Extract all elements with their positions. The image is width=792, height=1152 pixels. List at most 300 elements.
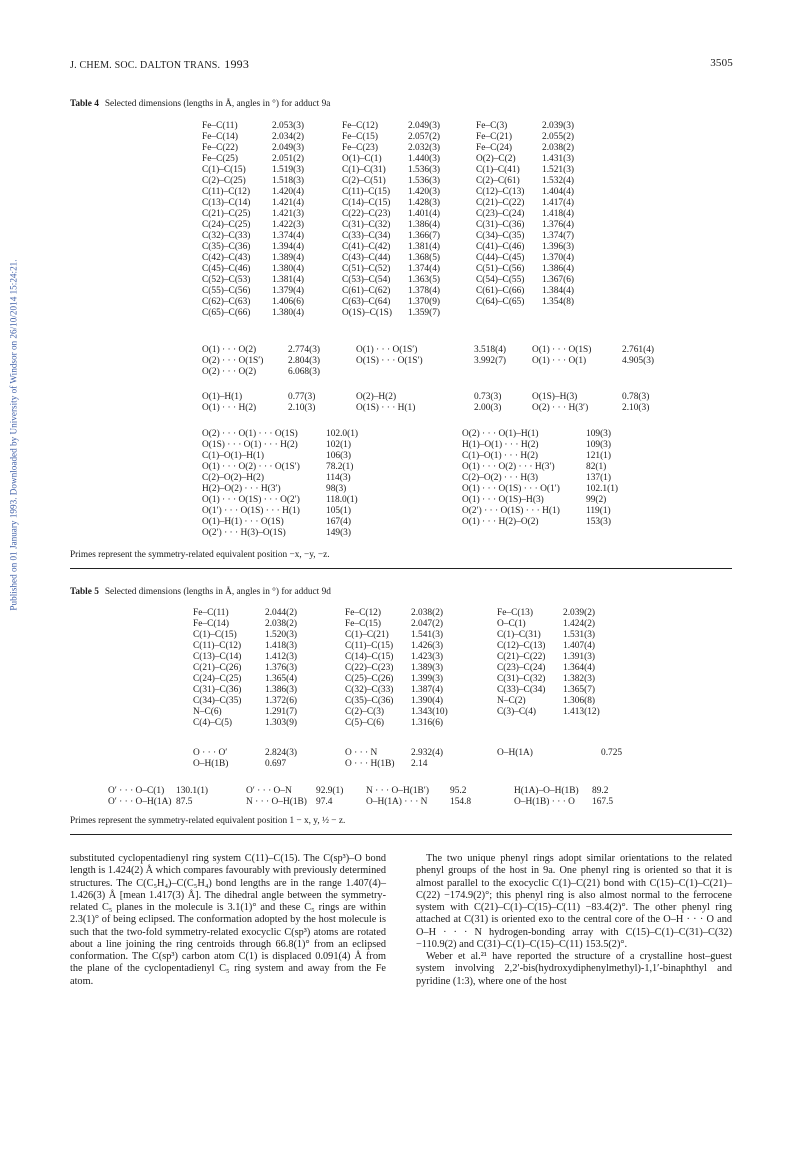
bond-label-cell: C(41)–C(46) [476, 242, 525, 252]
bond-value-cell: 1.418(3) [265, 641, 298, 651]
table-row [202, 154, 606, 165]
table-row [202, 308, 606, 319]
table4-bonds [202, 121, 606, 319]
bond-value-cell: 1.536(3) [408, 165, 441, 175]
bond-value-cell [622, 367, 680, 378]
bond-label-cell: C(33)–C(34) [497, 685, 546, 695]
bond-value-cell: 2.932(4) [411, 748, 444, 758]
bond-label-cell: C(2)–C(61) [476, 176, 520, 186]
journal-year: 1993 [224, 57, 250, 71]
bond-value-cell: 1.521(3) [542, 165, 575, 175]
bond-label-cell: C(2)–O(2) · · · H(3) [462, 473, 539, 483]
table-row [193, 619, 623, 630]
bond-value-cell: 1.372(6) [265, 696, 298, 706]
bond-label-cell: C(21)–C(25) [202, 209, 251, 219]
bond-label-cell: O(2)–C(2) [476, 154, 516, 164]
bond-label-cell: C(32)–C(33) [202, 231, 251, 241]
table-row [202, 209, 606, 220]
bond-label-cell: C(3)–C(4) [497, 707, 537, 717]
bond-label-cell: C(31)–C(32) [497, 674, 546, 684]
bond-value-cell: 1.386(4) [542, 264, 575, 274]
bond-value-cell: 1.399(3) [411, 674, 444, 684]
bond-label-cell: C(51)–C(56) [476, 264, 525, 274]
table-row [202, 132, 606, 143]
bond-label-cell: O(1) · · · O(1S) · · · O(2′) [202, 495, 300, 505]
bond-value-cell: 1.374(4) [408, 264, 441, 274]
bond-value-cell [542, 308, 606, 319]
running-header-journal [70, 57, 249, 72]
bond-label-cell: C(13)–C(14) [202, 198, 251, 208]
bond-label-cell: C(4)–C(5) [193, 718, 233, 728]
body-column-left [70, 853, 386, 988]
bond-value-cell: 87.5 [176, 797, 193, 807]
bond-label-cell: H(2)–O(2) · · · H(3′) [202, 484, 281, 494]
bond-value-cell: 118.0(1) [326, 495, 358, 505]
bond-value-cell: 1.386(3) [265, 685, 298, 695]
bond-label-cell: O(1)–C(1) [342, 154, 382, 164]
table-row [202, 187, 606, 198]
bond-value-cell: 2.038(2) [265, 619, 298, 629]
bond-value-cell: 1.394(4) [272, 242, 305, 252]
bond-label-cell: Fe–C(15) [342, 132, 378, 142]
bond-value-cell: 1.389(4) [272, 253, 305, 263]
table-row [193, 608, 623, 619]
bond-label-cell: O(1S) · · · H(1) [356, 403, 416, 413]
bond-label-cell: C(21)–C(26) [193, 663, 242, 673]
bond-value-cell: 1.368(5) [408, 253, 441, 263]
bond-value-cell: 1.440(3) [408, 154, 441, 164]
table4-caption-text: Selected dimensions (lengths in Å, angles in °) for adduct 9a [104, 99, 331, 109]
bond-value-cell: 6.068(3) [288, 367, 321, 377]
bond-label-cell: C(44)–C(45) [476, 253, 525, 263]
bond-label-cell: Fe–C(23) [342, 143, 378, 153]
bond-label-cell: C(1)–C(15) [202, 165, 246, 175]
bond-value-cell: 1.391(3) [563, 652, 596, 662]
bond-label-cell: C(35)–C(36) [202, 242, 251, 252]
bond-label-cell: O(1S) · · · O(1) · · · H(2) [202, 440, 298, 450]
bond-label-cell: C(1)–C(15) [193, 630, 237, 640]
table-row [202, 121, 606, 132]
bond-label-cell: N · · · O–H(1B) [246, 797, 307, 807]
table-row [193, 663, 623, 674]
bond-value-cell: 102.1(1) [586, 484, 619, 494]
bond-value-cell: 1.407(4) [563, 641, 596, 651]
bond-value-cell: 1.541(3) [411, 630, 444, 640]
bond-value-cell: 1.359(7) [408, 308, 441, 318]
bond-label-cell: H(1A)–O–H(1B) [514, 786, 579, 796]
table5-block-bonds [193, 608, 623, 729]
bond-value-cell: 106(3) [326, 451, 351, 461]
bond-label-cell: C(31)–C(36) [193, 685, 242, 695]
bond-value-cell: 2.761(4) [622, 345, 655, 355]
bond-value-cell: 2.053(3) [272, 121, 305, 131]
bond-label-cell: C(22)–C(23) [342, 209, 391, 219]
bond-label-cell: Fe–C(21) [476, 132, 512, 142]
bond-value-cell: 0.77(3) [288, 392, 316, 402]
bond-value-cell: 1.428(3) [408, 198, 441, 208]
table-row [202, 198, 606, 209]
bond-label-cell: C(2)–C(3) [345, 707, 385, 717]
table4-footnote: Primes represent the symmetry-related equivalent position −x, −y, −z. [70, 550, 330, 560]
bond-label-cell: O(2) · · · O(1) · · · O(1S) [202, 429, 298, 439]
bond-label-cell: C(53)–C(54) [342, 275, 391, 285]
bond-label-cell: C(33)–C(34) [342, 231, 391, 241]
table5-footnote: Primes represent the symmetry-related equivalent position 1 − x, y, ½ − z. [70, 816, 346, 826]
table-row [202, 231, 606, 242]
bond-label-cell: C(14)–C(15) [342, 198, 391, 208]
bond-value-cell: 1.421(4) [272, 198, 305, 208]
bond-label-cell: C(34)–C(35) [193, 696, 242, 706]
bond-label-cell: C(1)–C(31) [342, 165, 386, 175]
bond-label-cell [532, 367, 622, 378]
bond-value-cell: 1.413(12) [563, 707, 600, 717]
bond-value-cell: 1.365(4) [265, 674, 298, 684]
bond-label-cell: O(1S)–C(1S) [342, 308, 393, 318]
bond-value-cell: 102(1) [326, 440, 351, 450]
bond-value-cell: 1.381(4) [272, 275, 305, 285]
bond-value-cell: 102.0(1) [326, 429, 359, 439]
bond-value-cell: 2.034(2) [272, 132, 305, 142]
table-row [202, 286, 606, 297]
bond-value-cell: 2.038(2) [411, 608, 444, 618]
bond-label-cell: C(11)–C(15) [345, 641, 394, 651]
bond-label-cell: C(1)–O(1) · · · H(2) [462, 451, 539, 461]
bond-label-cell: C(54)–C(55) [476, 275, 525, 285]
table-row [202, 253, 606, 264]
table-row [202, 345, 680, 356]
table-row [202, 367, 680, 378]
bond-value-cell: 1.381(4) [408, 242, 441, 252]
bond-value-cell: 1.379(4) [272, 286, 305, 296]
bond-value-cell: 99(2) [586, 495, 607, 505]
bond-value-cell: 89.2 [592, 786, 609, 796]
bond-value-cell: 121(1) [586, 451, 611, 461]
download-notice [2, 185, 26, 685]
table-row [202, 506, 646, 517]
bond-label-cell: C(11)–C(15) [342, 187, 391, 197]
table5-label: Table 5 [70, 587, 99, 597]
bond-value-cell: 0.697 [265, 759, 287, 769]
table-row [202, 462, 646, 473]
bond-value-cell: 1.291(7) [265, 707, 298, 717]
bond-value-cell: 78.2(1) [326, 462, 354, 472]
table-row [193, 652, 623, 663]
bond-value-cell: 1.389(3) [411, 663, 444, 673]
table-row [202, 517, 646, 528]
bond-value-cell [474, 367, 532, 378]
table-row [193, 718, 623, 729]
bond-value-cell: 1.386(4) [408, 220, 441, 230]
bond-label-cell: C(12)–C(13) [497, 641, 546, 651]
bond-label-cell: C(5)–C(6) [345, 718, 385, 728]
bond-value-cell: 167.5 [592, 797, 614, 807]
bond-value-cell: 1.316(6) [411, 718, 444, 728]
bond-label-cell: C(41)–C(42) [342, 242, 391, 252]
bond-label-cell: C(34)–C(35) [476, 231, 525, 241]
bond-label-cell: O–H(1B) [193, 759, 229, 769]
bond-label-cell: O(1) · · · O(1S)–H(3) [462, 495, 544, 505]
bond-label-cell: C(2)–C(51) [342, 176, 386, 186]
bond-value-cell: 3.992(7) [474, 356, 507, 366]
bond-label-cell [497, 759, 601, 770]
bond-value-cell: 109(3) [586, 440, 611, 450]
bond-value-cell: 95.2 [450, 786, 467, 796]
bond-label-cell: N–C(2) [497, 696, 526, 706]
bond-label-cell: C(22)–C(23) [345, 663, 394, 673]
bond-value-cell: 1.536(3) [408, 176, 441, 186]
bond-label-cell: O(2) · · · O(2) [202, 367, 257, 377]
bond-value-cell: 1.422(3) [272, 220, 305, 230]
bond-value-cell: 109(3) [586, 429, 611, 439]
bond-value-cell: 2.039(2) [563, 608, 596, 618]
bond-value-cell: 1.531(3) [563, 630, 596, 640]
bond-value-cell: 2.044(2) [265, 608, 298, 618]
bond-label-cell: C(23)–C(24) [497, 663, 546, 673]
bond-label-cell: Fe–C(11) [193, 608, 229, 618]
bond-label-cell: C(43)–C(44) [342, 253, 391, 263]
bond-value-cell: 1.380(4) [272, 308, 305, 318]
bond-value-cell [563, 718, 623, 729]
table-row [202, 165, 606, 176]
bond-value-cell: 1.412(3) [265, 652, 298, 662]
bond-label-cell: O(1) · · · O(1S) [532, 345, 592, 355]
bond-value-cell: 2.10(3) [622, 403, 650, 413]
table-row [202, 275, 606, 286]
bond-value-cell: 0.725 [601, 748, 623, 758]
bond-label-cell: C(12)–C(13) [476, 187, 525, 197]
bond-label-cell: C(32)–C(33) [345, 685, 394, 695]
bond-label-cell: O(2′) · · · O(1S) · · · H(1) [462, 506, 560, 516]
bond-label-cell: C(45)–C(46) [202, 264, 251, 274]
table-row [202, 440, 646, 451]
bond-value-cell: 1.370(4) [542, 253, 575, 263]
bond-label-cell: O–H(1B) · · · O [514, 797, 575, 807]
bond-label-cell: C(2)–C(25) [202, 176, 246, 186]
table4-angles [202, 429, 646, 539]
bond-value-cell: 1.354(8) [542, 297, 575, 307]
bond-value-cell: 1.365(7) [563, 685, 596, 695]
bond-label-cell: O(2) · · · O(1S′) [202, 356, 264, 366]
table-row [193, 674, 623, 685]
bond-value-cell: 1.404(4) [542, 187, 575, 197]
bond-label-cell: O–C(1) [497, 619, 526, 629]
bond-label-cell: C(31)–C(36) [476, 220, 525, 230]
table5-caption-text: Selected dimensions (lengths in Å, angles in °) for adduct 9d [104, 587, 331, 597]
table-row [193, 748, 641, 759]
table4-caption [70, 99, 330, 109]
table4-block-contacts [202, 345, 680, 378]
bond-label-cell: C(11)–C(12) [202, 187, 251, 197]
bond-label-cell: C(31)–C(32) [342, 220, 391, 230]
bond-value-cell: 82(1) [586, 462, 607, 472]
bond-value-cell: 3.518(4) [474, 345, 507, 355]
table-row [202, 451, 646, 462]
bond-label-cell: Fe–C(3) [476, 121, 508, 131]
table-row [193, 630, 623, 641]
bond-label-cell: O(2′) · · · H(3)–O(1S) [202, 528, 286, 538]
bond-label-cell: O(1) · · · O(1) [532, 356, 587, 366]
bond-label-cell: C(2)–O(2)–H(2) [202, 473, 264, 483]
table-row [202, 242, 606, 253]
bond-value-cell: 1.406(6) [272, 297, 305, 307]
bond-value-cell: 149(3) [326, 528, 351, 538]
body-paragraph: substituted cyclopentadienyl ring system C(11)–C(15). The C(sp³)–O bond length is 1.424(2) Å which compares favourably with previously determined structures. The C(C₅H₄)–C(C₅H₄) bond lengths are in the range 1.407(4)–1.426(3) Å [mean 1.417(3) Å]. The dihedral angle between the symmetry-related C₅ planes in the molecule is 3.1(1)° and these C₅ rings are within 2.3(1)° of being eclipsed. The conformation adopted by the host molecule is such that the two-fold symmetry-related exocyclic C(sp³) atoms are rotated about a line joining the ring centroids through 66.8(1)° from an eclipsed conformation. The C(sp³) carbon atom C(1) is displaced 0.091(4) Å from the plane of the cyclopentadienyl C₅ ring system and away from the Fe atom. [70, 853, 386, 987]
bond-value-cell: 1.421(3) [272, 209, 305, 219]
bond-value-cell: 2.804(3) [288, 356, 321, 366]
bond-value-cell: 1.374(7) [542, 231, 575, 241]
bond-value-cell: 1.424(2) [563, 619, 596, 629]
bond-label-cell: C(11)–C(12) [193, 641, 242, 651]
bond-value-cell: 2.14 [411, 759, 428, 769]
bond-label-cell: O(1) · · · O(2) [202, 345, 257, 355]
bond-value-cell: 2.049(3) [272, 143, 305, 153]
bond-value-cell: 1.418(4) [542, 209, 575, 219]
bond-label-cell: Fe–C(25) [202, 154, 238, 164]
bond-label-cell: Fe–C(15) [345, 619, 381, 629]
table-row [202, 429, 646, 440]
bond-value-cell [586, 528, 646, 539]
bond-value-cell: 2.774(3) [288, 345, 321, 355]
bond-value-cell: 153(3) [586, 517, 611, 527]
bond-value-cell: 1.384(4) [542, 286, 575, 296]
table-row [202, 484, 646, 495]
bond-label-cell: C(1)–C(21) [345, 630, 389, 640]
bond-value-cell: 1.382(3) [563, 674, 596, 684]
table5-caption [70, 587, 331, 597]
bond-label-cell: O(1) · · · O(1S) · · · O(1′) [462, 484, 560, 494]
bond-label-cell: C(1)–O(1)–H(1) [202, 451, 264, 461]
page-number: 3505 [710, 57, 733, 69]
bond-value-cell: 1.390(4) [411, 696, 444, 706]
bond-label-cell: C(61)–C(66) [476, 286, 525, 296]
table5-bottom-rule [70, 834, 732, 835]
bond-label-cell: Fe–C(14) [193, 619, 229, 629]
bond-value-cell [601, 759, 641, 770]
bond-label-cell: O(1) · · · O(2) · · · H(3′) [462, 462, 555, 472]
download-notice-text: Published on 01 January 1993. Downloaded by University of Windsor on 26/10/2014 15:24:21. [9, 259, 19, 611]
bond-label-cell: O · · · N [345, 748, 378, 758]
bond-value-cell: 2.055(2) [542, 132, 575, 142]
bond-value-cell: 1.532(4) [542, 176, 575, 186]
bond-value-cell: 137(1) [586, 473, 611, 483]
bond-label-cell: C(14)–C(15) [345, 652, 394, 662]
bond-label-cell: O–H(1A) [497, 748, 533, 758]
bond-value-cell: 1.519(3) [272, 165, 305, 175]
bond-label-cell: O(2)–H(2) [356, 392, 397, 402]
bond-label-cell: C(21)–C(22) [476, 198, 525, 208]
bond-value-cell: 130.1(1) [176, 786, 209, 796]
bond-value-cell: 167(4) [326, 517, 351, 527]
bond-label-cell: O(1′) · · · O(1S) · · · H(1) [202, 506, 300, 516]
bond-value-cell: 1.376(4) [542, 220, 575, 230]
table-row [202, 176, 606, 187]
bond-value-cell: 2.039(3) [542, 121, 575, 131]
bond-label-cell: Fe–C(12) [342, 121, 378, 131]
body-paragraph: The two unique phenyl rings adopt similar orientations to the related phenyl groups of the host in 9a. One phenyl ring is oriented so that it is almost parallel to the exocyclic C(1)–C(21) bond with C(15)–C(1)–C(21)–C(22) −174.9(2)°; this phenyl ring is also almost normal to the ferrocene system with C(21)–C(1)–C(15)–C(11) −83.4(2)°. The other phenyl ring attached at C(31) is oriented exo to the central core of the O–H · · · O and O–H · · · N hydrogen-bonding array with C(15)–C(1)–C(31)–C(32) −110.9(2) and C(31)–C(1)–C(15)–C(11) 153.5(2)°. [416, 853, 732, 950]
bond-value-cell: 2.032(3) [408, 143, 441, 153]
bond-value-cell: 0.78(3) [622, 392, 650, 402]
bond-value-cell: 1.363(5) [408, 275, 441, 285]
bond-label-cell: O(1)–H(1) [202, 392, 243, 402]
bond-value-cell: 1.423(3) [411, 652, 444, 662]
table5-block-angles [108, 786, 622, 808]
bond-value-cell: 1.374(4) [272, 231, 305, 241]
bond-value-cell: 1.431(3) [542, 154, 575, 164]
bond-label-cell: C(1)–C(31) [497, 630, 541, 640]
table-row [202, 495, 646, 506]
bond-label-cell: O(1) · · · O(2) · · · O(1S′) [202, 462, 300, 472]
bond-label-cell: O′ · · · O–C(1) [108, 786, 165, 796]
bond-value-cell: 1.306(8) [563, 696, 596, 706]
bond-label-cell: C(52)–C(53) [202, 275, 251, 285]
bond-label-cell: O(1)–H(1) · · · O(1S) [202, 517, 284, 527]
bond-value-cell: 1.520(3) [265, 630, 298, 640]
bond-label-cell [462, 528, 586, 539]
bond-value-cell: 2.051(2) [272, 154, 305, 164]
table-row [202, 473, 646, 484]
bond-value-cell: 97.4 [316, 797, 333, 807]
bond-label-cell: C(64)–C(65) [476, 297, 525, 307]
bond-value-cell: 119(1) [586, 506, 611, 516]
bond-label-cell: O(1) · · · H(2) [202, 403, 257, 413]
bond-value-cell: 2.047(2) [411, 619, 444, 629]
bond-label-cell: O(1S)–H(3) [532, 392, 578, 402]
table4-block-bonds [202, 121, 606, 319]
bond-label-cell: Fe–C(22) [202, 143, 238, 153]
table5-bonds [193, 608, 623, 729]
table5-block-hbonds [193, 748, 641, 770]
table-row [193, 641, 623, 652]
bond-value-cell: 1.366(7) [408, 231, 441, 241]
bond-value-cell: 1.401(4) [408, 209, 441, 219]
bond-label-cell: C(35)–C(36) [345, 696, 394, 706]
bond-label-cell: O(1) · · · O(1S′) [356, 345, 418, 355]
table-row [202, 264, 606, 275]
bond-label-cell [356, 367, 474, 378]
bond-label-cell: Fe–C(24) [476, 143, 512, 153]
table-row [202, 403, 680, 414]
bond-value-cell: 1.426(3) [411, 641, 444, 651]
bond-label-cell: O(1S) · · · O(1S′) [356, 356, 423, 366]
table-row [202, 220, 606, 231]
bond-value-cell: 2.10(3) [288, 403, 316, 413]
bond-value-cell: 0.73(3) [474, 392, 502, 402]
body-column-right [416, 853, 732, 988]
table-separator-rule [70, 568, 732, 569]
bond-label-cell: C(61)–C(62) [342, 286, 391, 296]
bond-label-cell: C(21)–C(22) [497, 652, 546, 662]
bond-value-cell: 1.396(3) [542, 242, 575, 252]
table-row [193, 696, 623, 707]
bond-value-cell: 2.049(3) [408, 121, 441, 131]
bond-label-cell: C(42)–C(43) [202, 253, 251, 263]
bond-label-cell [497, 718, 563, 729]
table5-angles [108, 786, 622, 808]
bond-label-cell: O(1) · · · H(2)–O(2) [462, 517, 539, 527]
bond-label-cell: O′ · · · O–H(1A) [108, 797, 172, 807]
table-row [202, 528, 646, 539]
bond-label-cell: N · · · O–H(1B′) [366, 786, 429, 796]
table4-block-hydrogen [202, 392, 680, 414]
bond-value-cell: 92.9(1) [316, 786, 344, 796]
bond-value-cell: 2.00(3) [474, 403, 502, 413]
bond-label-cell: C(24)–C(25) [193, 674, 242, 684]
bond-label-cell: C(65)–C(66) [202, 308, 251, 318]
bond-label-cell: C(24)–C(25) [202, 220, 251, 230]
bond-value-cell: 2.057(2) [408, 132, 441, 142]
bond-label-cell: C(62)–C(63) [202, 297, 251, 307]
bond-value-cell: 1.387(4) [411, 685, 444, 695]
